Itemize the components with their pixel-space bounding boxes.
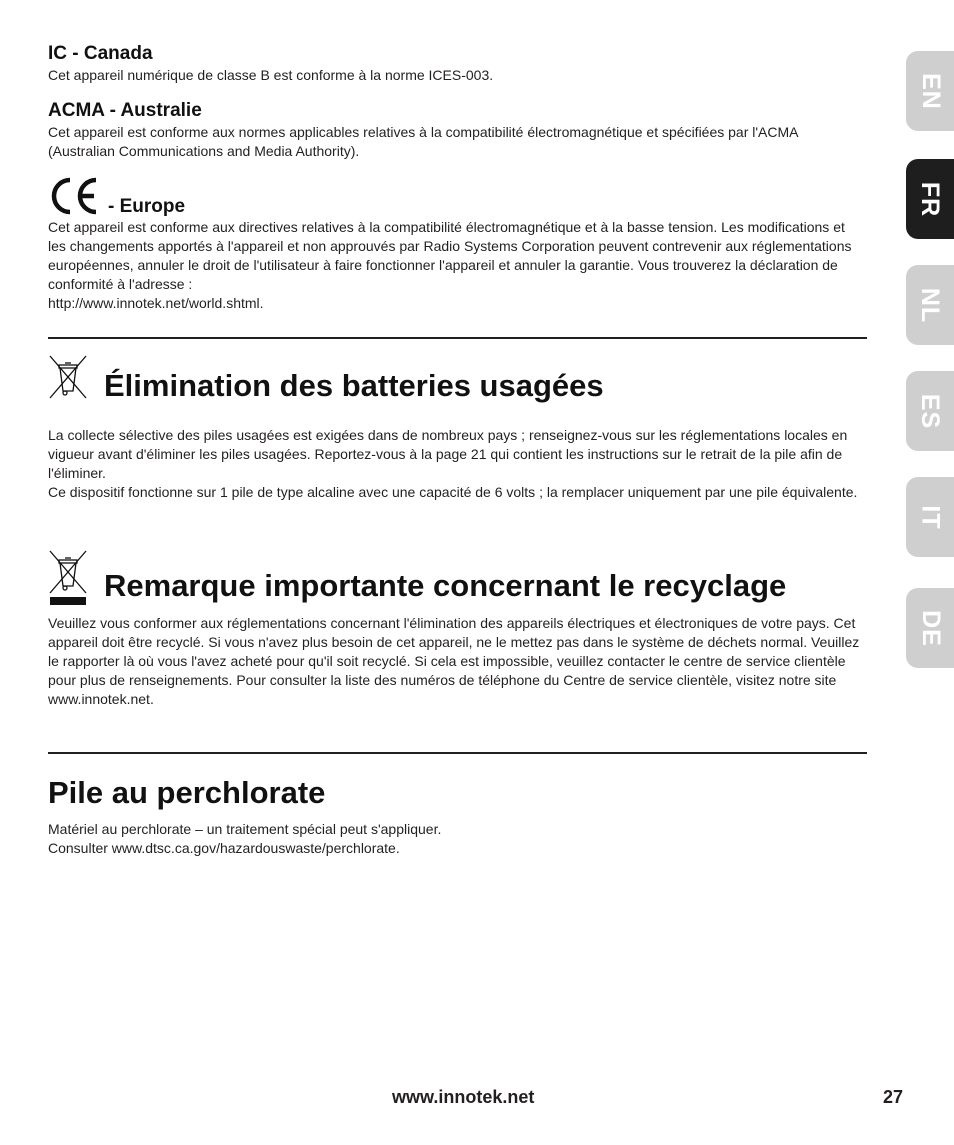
perchlorate-title: Pile au perchlorate xyxy=(48,775,326,810)
recycling-title: Remarque importante concernant le recyclage xyxy=(104,568,787,603)
batteries-paragraph-1: La collecte sélective des piles usagées est exigées dans de nombreux pays ; renseignez-vous sur les réglementations locales en vigueur avant d'éliminer les piles usagées. Reportez-vous à la page 21 qui contient les instructions sur le retrait de la pile afin de l'éliminer. xyxy=(48,427,848,481)
language-tab-it[interactable] xyxy=(906,477,954,557)
europe-paragraph: Cet appareil est conforme aux directives relatives à la compatibilité électromagnétique et à la basse tension. Les modifications et les changements apportés à l'appareil et non approuvés par Radio Systems Corporation peuvent contrevenir aux réglementations européennes, annuler le droit de l'utilisateur à faire fonctionner l'appareil et annuler la garantie. Vous trouverez la déclaration de conformité à l'adresse : xyxy=(48,219,852,292)
page-number: 27 xyxy=(883,1087,904,1107)
perchlorate-line-2: Consulter www.dtsc.ca.gov/hazardouswaste/perchlorate. xyxy=(48,840,400,856)
perchlorate-line-1: Matériel au perchlorate – un traitement spécial peut s'appliquer. xyxy=(48,821,442,837)
recycling-paragraph: Veuillez vous conformer aux réglementations concernant l'élimination des appareils électriques et électroniques de votre pays. Cet appareil doit être recyclé. Si vous n'avez plus besoin de cet appareil, ne le mettez pas dans le système de déchets normal. Veuillez le rapporter là où vous l'avez acheté pour qu'il soit recyclé. Si cela est impossible, veuillez contacter le centre de service clientèle pour plus de renseignements. Pour consulter la liste des numéros de téléphone du Centre de service clientèle, visitez notre site xyxy=(48,615,860,688)
acma-text: Cet appareil est conforme aux normes applicables relatives à la compatibilité électromagnétique et spécifiées par l'ACMA (Australian Communications and Media Authority). xyxy=(48,124,798,159)
ic-canada-text: Cet appareil numérique de classe B est conforme à la norme ICES-003. xyxy=(48,67,494,83)
weee-bin-icon xyxy=(48,548,88,606)
language-tab-label: DE xyxy=(916,609,945,647)
language-tab-label: NL xyxy=(916,287,945,323)
language-tab-nl[interactable] xyxy=(906,265,954,345)
batteries-paragraph-2: Ce dispositif fonctionne sur 1 pile de type alcaline avec une capacité de 6 volts ; la remplacer uniquement par une pile équivalente. xyxy=(48,484,858,500)
acma-title: ACMA - Australie xyxy=(48,100,202,121)
language-tab-label: IT xyxy=(916,504,945,530)
ce-mark-icon xyxy=(48,176,100,216)
language-tab-label: ES xyxy=(916,393,945,429)
language-tab-en[interactable] xyxy=(906,51,954,131)
batteries-title: Élimination des batteries usagées xyxy=(104,368,604,403)
batteries-text xyxy=(48,426,858,502)
europe-title: - Europe xyxy=(108,196,186,217)
footer-url: www.innotek.net xyxy=(392,1087,535,1107)
section-divider xyxy=(48,752,867,754)
language-tab-label: FR xyxy=(916,181,945,217)
language-tab-de[interactable] xyxy=(906,588,954,668)
language-tab-fr[interactable] xyxy=(906,159,954,239)
language-tab-es[interactable] xyxy=(906,371,954,451)
section-divider xyxy=(48,337,867,339)
europe-url: http://www.innotek.net/world.shtml. xyxy=(48,295,264,311)
recycling-text xyxy=(48,614,860,709)
recycling-url: www.innotek.net. xyxy=(48,691,154,707)
perchlorate-text xyxy=(48,820,858,858)
crossed-out-bin-icon xyxy=(48,354,88,400)
europe-text xyxy=(48,218,860,313)
language-tab-label: EN xyxy=(916,72,945,110)
ic-canada-title: IC - Canada xyxy=(48,43,153,64)
